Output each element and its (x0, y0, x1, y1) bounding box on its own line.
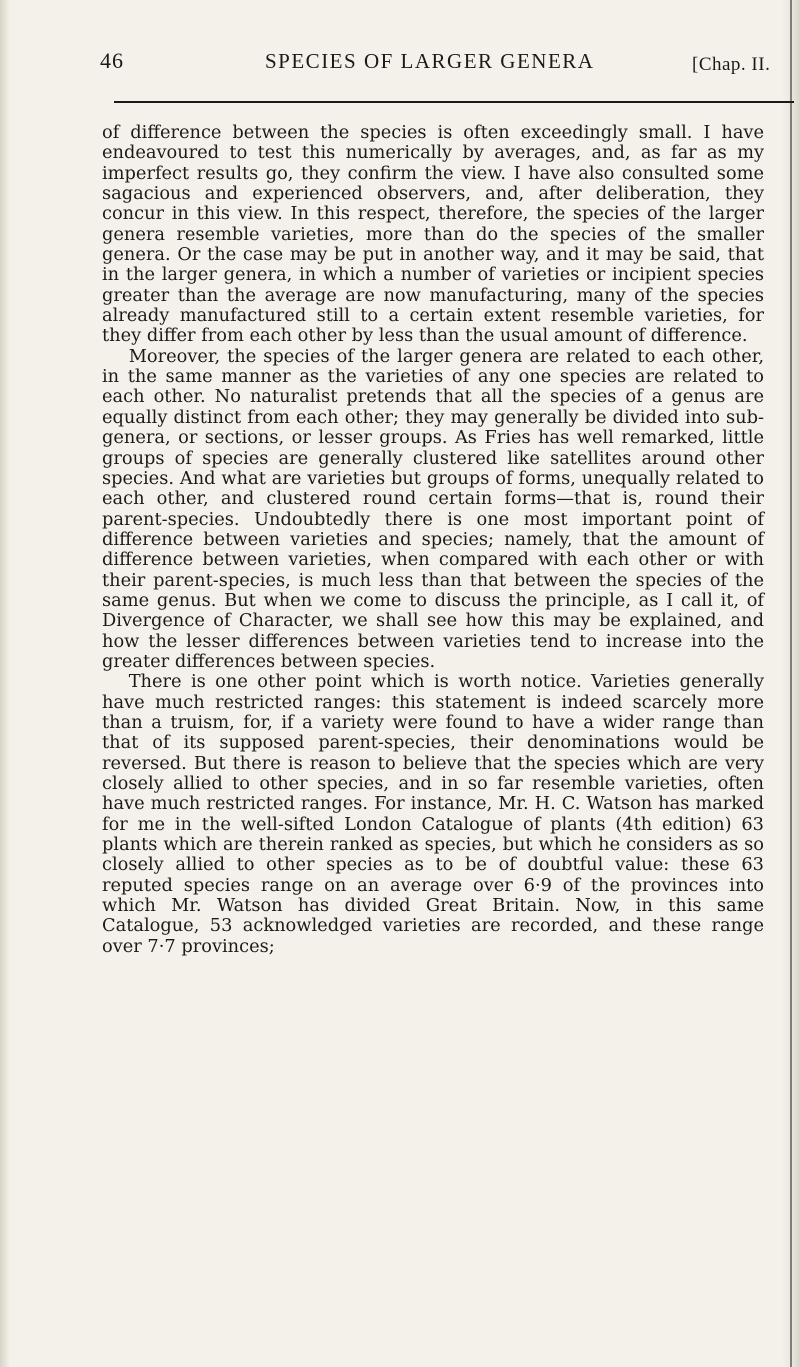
page-number: 46 (100, 48, 124, 73)
page-gutter-shadow (0, 0, 10, 1367)
running-header (100, 48, 790, 88)
page-edge (782, 0, 800, 1367)
paragraph-ranges: There is one other point which is worth notice. Varieties generally have much restricted ranges: this statement is indeed scarcely more than a truism, for, if a variety were found to have a wider range than that of its supposed parent-species, their denominations would be reversed. But there is reason to believe that the species which are very closely allied to other species, and in so far resemble varieties, often have much restricted ranges. For instance, Mr. H. C. Watson has marked for me in the well-sifted London Catalogue of plants (4th edition) 63 plants which are therein ranked as species, but which he considers as so closely allied to other species as to be of doubtful value: these 63 reputed species range on an average over 6·9 of the provinces into which Mr. Watson has divided Great Britain. Now, in this same Catalogue, 53 acknowledged varieties are recorded, and these range over 7·7 provinces; (102, 671, 764, 957)
body-text (102, 123, 764, 957)
paragraph-continuation: of difference between the species is often exceedingly small. I have endeavoured to test this numerically by averages, and, as far as my imperfect results go, they confirm the view. I have also consulted some sagacious and experienced observers, and, after deliberation, they concur in this view. In this respect, therefore, the species of the larger genera resemble varieties, more than do the species of the smaller genera. Or the case may be put in another way, and it may be said, that in the larger genera, in which a number of varieties or incipient species greater than the average are now manufacturing, many of the species already manufactured still to a certain extent resemble varieties, for they differ from each other by less than the usual amount of difference. (102, 122, 764, 347)
chapter-reference: [Chap. II. (692, 54, 771, 75)
header-rule (114, 101, 794, 103)
paragraph-moreover: Moreover, the species of the larger genera are related to each other, in the same manner as the varieties of any one species are related to each other. No naturalist pretends that all the species of a genus are equally distinct from each other; they may generally be divided into sub-genera, or sections, or lesser groups. As Fries has well remarked, little groups of species are generally clustered like satellites around other species. And what are varieties but groups of forms, unequally related to each other, and clustered round certain forms—that is, round their parent-species. Undoubtedly there is one most important point of difference between varieties and species; namely, that the amount of difference between varieties, when compared with each other or with their parent-species, is much less than that between the species of the same genus. But when we come to discuss the principle, as I call it, of Divergence of Character, we shall see how this may be explained, and how the lesser differences between varieties tend to increase into the greater differences between species. (102, 345, 764, 672)
running-title: SPECIES OF LARGER GENERA (265, 49, 595, 73)
